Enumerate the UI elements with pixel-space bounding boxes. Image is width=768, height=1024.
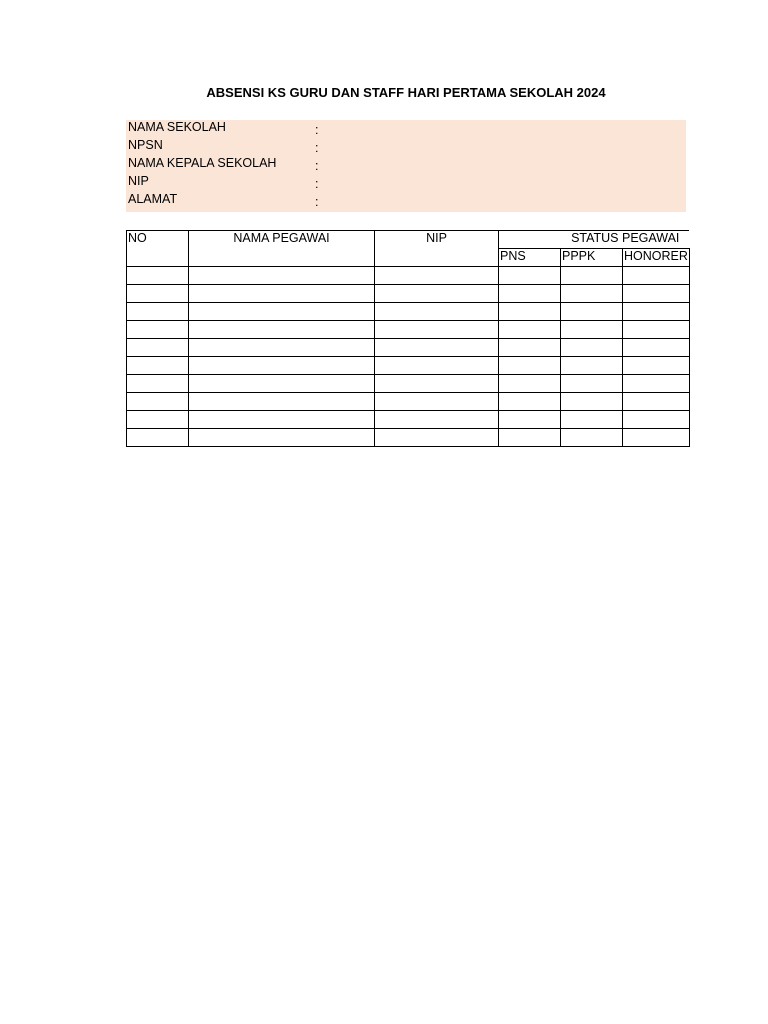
school-info-block bbox=[126, 120, 686, 212]
document-title: ABSENSI KS GURU DAN STAFF HARI PERTAMA SEKOLAH 2024 bbox=[206, 85, 606, 100]
cell-pns[interactable] bbox=[499, 303, 561, 321]
info-label: NPSN bbox=[128, 138, 163, 152]
table-row bbox=[127, 267, 690, 285]
cell-honorer[interactable] bbox=[623, 357, 690, 375]
header-pns: PNS bbox=[499, 249, 561, 267]
cell-pns[interactable] bbox=[499, 339, 561, 357]
cell-pppk[interactable] bbox=[561, 303, 623, 321]
cell-pppk[interactable] bbox=[561, 375, 623, 393]
info-label: NAMA SEKOLAH bbox=[128, 120, 226, 134]
cell-honorer[interactable] bbox=[623, 429, 690, 447]
cell-nama-pegawai[interactable] bbox=[189, 267, 375, 285]
subheader-empty bbox=[375, 249, 499, 267]
cell-nip[interactable] bbox=[375, 411, 499, 429]
cell-nama-pegawai[interactable] bbox=[189, 357, 375, 375]
cell-nama-pegawai[interactable] bbox=[189, 285, 375, 303]
info-row-alamat bbox=[128, 192, 684, 210]
cell-no[interactable] bbox=[127, 357, 189, 375]
cell-pns[interactable] bbox=[499, 267, 561, 285]
cell-honorer[interactable] bbox=[623, 303, 690, 321]
cell-no[interactable] bbox=[127, 375, 189, 393]
cell-no[interactable] bbox=[127, 393, 189, 411]
cell-pns[interactable] bbox=[499, 321, 561, 339]
subheader-row bbox=[127, 249, 690, 267]
table-row bbox=[127, 321, 690, 339]
cell-nama-pegawai[interactable] bbox=[189, 429, 375, 447]
cell-honorer[interactable] bbox=[623, 393, 690, 411]
info-label: ALAMAT bbox=[128, 192, 178, 206]
cell-honorer[interactable] bbox=[623, 267, 690, 285]
cell-pns[interactable] bbox=[499, 375, 561, 393]
cell-honorer[interactable] bbox=[623, 321, 690, 339]
cell-pns[interactable] bbox=[499, 411, 561, 429]
cell-pns[interactable] bbox=[499, 285, 561, 303]
info-row-nip bbox=[128, 174, 684, 192]
table-row bbox=[127, 393, 690, 411]
table-row bbox=[127, 303, 690, 321]
header-row bbox=[127, 231, 690, 249]
info-colon: : bbox=[315, 195, 319, 209]
info-label: NAMA KEPALA SEKOLAH bbox=[128, 156, 277, 170]
info-colon: : bbox=[315, 177, 319, 191]
cell-no[interactable] bbox=[127, 285, 189, 303]
cell-honorer[interactable] bbox=[623, 285, 690, 303]
info-row-nama-sekolah bbox=[128, 120, 684, 138]
cell-pns[interactable] bbox=[499, 429, 561, 447]
cell-nama-pegawai[interactable] bbox=[189, 375, 375, 393]
table-row bbox=[127, 411, 690, 429]
cell-pns[interactable] bbox=[499, 393, 561, 411]
header-no: NO bbox=[127, 231, 189, 249]
cell-pppk[interactable] bbox=[561, 393, 623, 411]
cell-nama-pegawai[interactable] bbox=[189, 339, 375, 357]
cell-no[interactable] bbox=[127, 411, 189, 429]
info-label: NIP bbox=[128, 174, 149, 188]
cell-honorer[interactable] bbox=[623, 339, 690, 357]
table-row bbox=[127, 285, 690, 303]
cell-no[interactable] bbox=[127, 429, 189, 447]
info-row-nama-kepala-sekolah bbox=[128, 156, 684, 174]
cell-honorer[interactable] bbox=[623, 375, 690, 393]
info-colon: : bbox=[315, 123, 319, 137]
cell-honorer[interactable] bbox=[623, 411, 690, 429]
header-status-pegawai: STATUS PEGAWAI bbox=[499, 231, 690, 249]
cell-nip[interactable] bbox=[375, 321, 499, 339]
info-colon: : bbox=[315, 159, 319, 173]
cell-pppk[interactable] bbox=[561, 339, 623, 357]
cell-nip[interactable] bbox=[375, 285, 499, 303]
info-colon: : bbox=[315, 141, 319, 155]
cell-no[interactable] bbox=[127, 339, 189, 357]
info-row-npsn bbox=[128, 138, 684, 156]
cell-nama-pegawai[interactable] bbox=[189, 393, 375, 411]
cell-nip[interactable] bbox=[375, 429, 499, 447]
cell-nip[interactable] bbox=[375, 303, 499, 321]
cell-pppk[interactable] bbox=[561, 285, 623, 303]
subheader-empty bbox=[127, 249, 189, 267]
cell-nip[interactable] bbox=[375, 393, 499, 411]
cell-nip[interactable] bbox=[375, 339, 499, 357]
cell-no[interactable] bbox=[127, 303, 189, 321]
subheader-empty bbox=[189, 249, 375, 267]
cell-pns[interactable] bbox=[499, 357, 561, 375]
cell-nama-pegawai[interactable] bbox=[189, 303, 375, 321]
cell-no[interactable] bbox=[127, 267, 189, 285]
cell-nip[interactable] bbox=[375, 357, 499, 375]
cell-nip[interactable] bbox=[375, 267, 499, 285]
cell-pppk[interactable] bbox=[561, 267, 623, 285]
cell-pppk[interactable] bbox=[561, 429, 623, 447]
header-nip: NIP bbox=[375, 231, 499, 249]
cell-pppk[interactable] bbox=[561, 411, 623, 429]
cell-pppk[interactable] bbox=[561, 321, 623, 339]
cell-pppk[interactable] bbox=[561, 357, 623, 375]
table-row bbox=[127, 375, 690, 393]
attendance-table bbox=[126, 230, 690, 447]
header-pppk: PPPK bbox=[561, 249, 623, 267]
table-row bbox=[127, 357, 690, 375]
cell-no[interactable] bbox=[127, 321, 189, 339]
header-honorer: HONORER bbox=[623, 249, 690, 267]
header-nama-pegawai: NAMA PEGAWAI bbox=[189, 231, 375, 249]
table-row bbox=[127, 429, 690, 447]
table-row bbox=[127, 339, 690, 357]
cell-nama-pegawai[interactable] bbox=[189, 321, 375, 339]
cell-nama-pegawai[interactable] bbox=[189, 411, 375, 429]
cell-nip[interactable] bbox=[375, 375, 499, 393]
